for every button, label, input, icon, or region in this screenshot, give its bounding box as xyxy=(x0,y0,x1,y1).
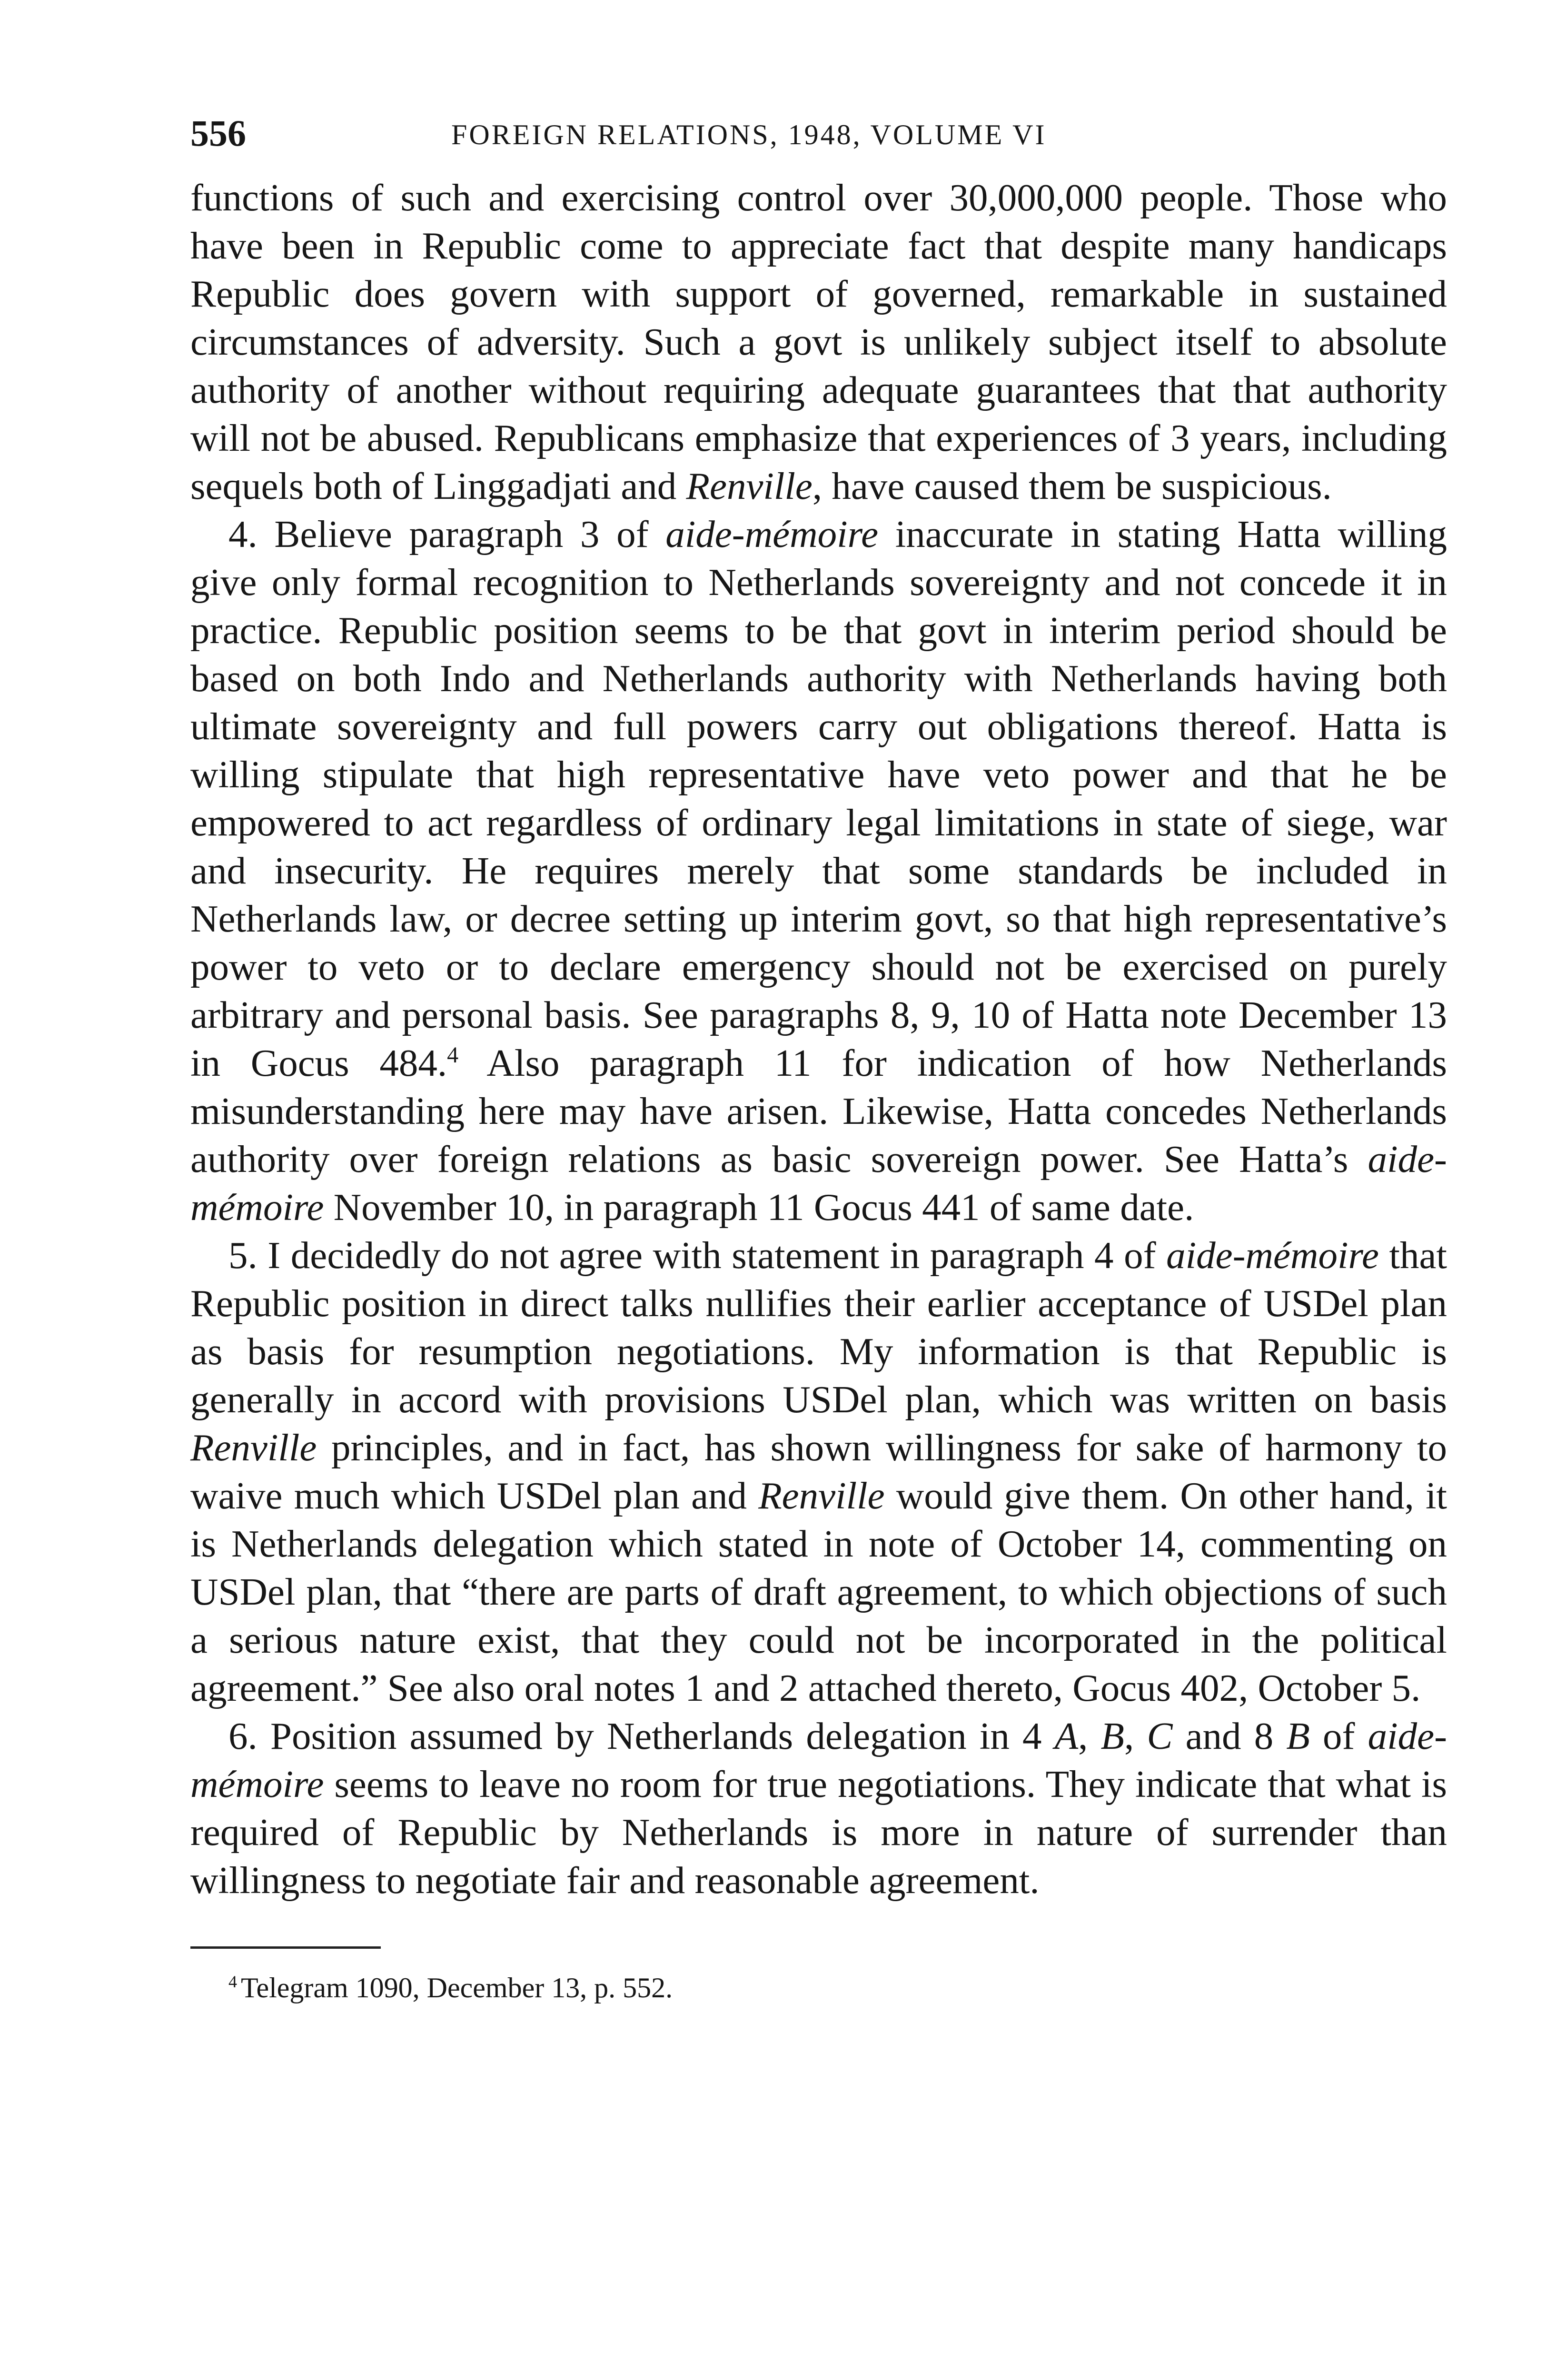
footnote xyxy=(190,1969,1447,2007)
text-run: Also paragraph 11 for indication of how Netherlands misunderstanding here may have arisen. Likewise, Hatta concedes Netherlands authority over foreign relations as basic sovereign power. See Hatta’s xyxy=(190,1041,1447,1180)
italic-text: aide-mémoire xyxy=(665,513,879,555)
footnote-rule xyxy=(190,1946,381,1949)
text-run: , xyxy=(1124,1715,1147,1757)
running-head: FOREIGN RELATIONS, 1948, VOLUME VI xyxy=(451,119,1047,150)
italic-text: Renville xyxy=(190,1426,317,1469)
italic-text: aide-mémoire xyxy=(190,1138,1447,1229)
italic-text: C xyxy=(1147,1715,1173,1757)
text-run: seems to leave no room for true negotiations. They indicate that what is required of Republic by Netherlands is more in nature of surrender than willingness to negotiate fair and reasonable agreement. xyxy=(190,1763,1447,1902)
text-run: , have caused them be suspicious. xyxy=(812,465,1332,507)
italic-text: aide-mémoire xyxy=(190,1715,1447,1805)
italic-text: Renville xyxy=(686,465,813,507)
text-run: inaccurate in stating Hatta willing give only formal recognition to Netherlands sovereignty and not concede it in practice. Republic position seems to be that govt in interim period should be based on both Indo and Netherlands authority with Netherlands having both ultimate sovereignty and full powers carry out obligations thereof. Hatta is willing stipulate that high representative have veto power and that he be empowered to act regardless of ordinary legal limitations in state of siege, war and insecurity. He requires merely that some standards be included in Netherlands law, or decree setting up interim govt, so that high representative’s power to veto or to declare emergency should not be exercised on purely arbitrary and personal basis. See paragraphs 8, 9, 10 of Hatta note December 13 in Gocus 484. xyxy=(190,513,1447,1084)
paragraph-continuation xyxy=(190,174,1447,510)
text-run: functions of such and exercising control over 30,000,000 people. Those who have been in Republic come to appreciate fact that despite many handicaps Republic does govern with support of governed, remarkable in sustained circumstances of adversity. Such a govt is unlikely subject itself to absolute authority of another without requiring adequate guarantees that that authority will not be abused. Republicans emphasize that experiences of 3 years, including sequels both of Linggadjati and xyxy=(190,176,1447,507)
text-run: that Republic position in direct talks nullifies their earlier acceptance of USDel plan as basis for resumption negotiations. My information is that Republic is generally in accord with provisions USDel plan, which was written on basis xyxy=(190,1234,1447,1421)
text-run: and 8 xyxy=(1172,1715,1287,1757)
italic-text: Renville xyxy=(758,1474,885,1517)
paragraph-5 xyxy=(190,1231,1447,1712)
text-run: of xyxy=(1309,1715,1368,1757)
document-page xyxy=(190,112,1447,2007)
italic-text: A xyxy=(1054,1715,1079,1757)
text-run: principles, and in fact, has shown willingness for sake of harmony to waive much which USDel plan and xyxy=(190,1426,1447,1517)
text-run: 6. Position assumed by Netherlands delegation in 4 xyxy=(228,1715,1055,1757)
text-run: , xyxy=(1078,1715,1101,1757)
footnote-marker: 4 xyxy=(228,1972,237,1991)
italic-text: B xyxy=(1286,1715,1310,1757)
paragraph-6 xyxy=(190,1712,1447,1904)
body-text xyxy=(190,174,1447,1904)
text-run: would give them. On other hand, it is Netherlands delegation which stated in note of October 14, commenting on USDel plan, that “there are parts of draft agreement, to which objections of such a serious nature exist, that they could not be incorporated in the political agreement.” See also oral notes 1 and 2 attached thereto, Gocus 402, October 5. xyxy=(190,1474,1447,1709)
footnote-reference: 4 xyxy=(447,1042,459,1068)
footnote-text: Telegram 1090, December 13, p. 552. xyxy=(241,1972,673,2003)
italic-text: B xyxy=(1100,1715,1125,1757)
paragraph-4 xyxy=(190,510,1447,1231)
page-header xyxy=(190,112,1447,169)
page-number: 556 xyxy=(190,112,246,154)
text-run: 4. Believe paragraph 3 of xyxy=(228,513,666,555)
text-run: November 10, in paragraph 11 Gocus 441 of same date. xyxy=(324,1186,1194,1229)
italic-text: aide-mémoire xyxy=(1166,1234,1379,1277)
text-run: 5. I decidedly do not agree with statement in paragraph 4 of xyxy=(228,1234,1167,1277)
